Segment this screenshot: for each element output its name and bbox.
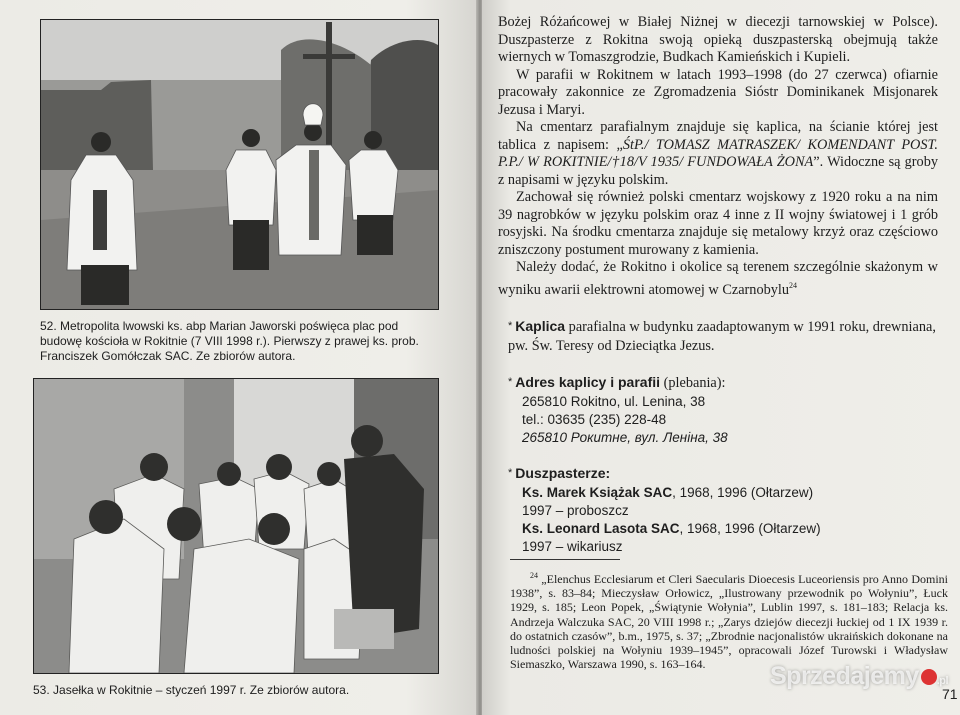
adres-title: Adres kaplicy i parafii: [515, 374, 661, 390]
watermark-logo: [770, 662, 948, 691]
page-number: 71: [942, 686, 958, 702]
adres-line-3: 265810 Рокитне, вул. Леніна, 38: [522, 430, 728, 445]
photo-caption-53: 53. Jasełka w Rokitnie – styczeń 1997 r. Ze zbiorów autora.: [33, 683, 350, 697]
paragraph-continued: Bożej Różańcowej w Białej Niżnej w diecezji tarnowskiej w Polsce). Duszpasterze z Rokitna swoją opieką duszpasterską obejmują także wiernych w Tomaszgrodzie, Budkach Kamieńskich i Kupieli.: [498, 14, 938, 65]
watermark-dot-icon: [921, 669, 937, 685]
paragraph-sisters: W parafii w Rokitnem w latach 1993–1998 (do 27 czerwca) ofiarnie pracowały zakonnice ze Zgromadzenia Sióstr Dominikanek Misjonarek Jezusa i Maryi.: [498, 66, 938, 118]
footnote-24: [510, 569, 948, 671]
adres-section: [508, 373, 938, 447]
priest-1-name: Ks. Marek Książak SAC: [522, 485, 673, 500]
kaplica-title: Kaplica: [515, 318, 566, 334]
paragraph-cemetery: Zachował się również polski cmentarz wojskowy z 1920 roku a na nim 39 nagrobków w języku polskim oraz 4 inne z II wojny światowej i 1 grób rosyjski. Na środku cmentarza znajduje się metalowy krzyż oraz częściowo zniszczony postument murowany z kamienia.: [498, 189, 938, 258]
main-text: [498, 14, 938, 299]
nativity-photo-icon: [34, 379, 438, 673]
watermark-suffix: .pl: [936, 675, 949, 687]
chernobyl-text: Należy dodać, że Rokitno i okolice są terenem szczególnie skażonym w wyniku awarii elektrowni atomowej w Czarnobylu: [498, 259, 938, 298]
adres-line-2: tel.: 03635 (235) 228-48: [522, 412, 667, 427]
photo-caption-52: 52. Metropolita lwowski ks. abp Marian Jaworski poświęca plac pod budowę kościoła w Rokitnie (7 VIII 1998 r.). Pierwszy z prawej ks. prob. Franciszek Gomółczak SAC. Ze zbiorów autora.: [40, 319, 419, 363]
priest-1-info: , 1968, 1996 (Ołtarzew): [672, 485, 814, 500]
priest-2-role: 1997 – wikariusz: [522, 539, 623, 554]
paragraph-chapel: [498, 119, 938, 189]
duszpasterze-title: Duszpasterze:: [515, 465, 611, 481]
procession-photo-icon: [41, 20, 438, 309]
plaque-inscription: ŚtP./ TOMASZ MATRASZEK/ KOMENDANT POST. P.P./ W ROKITNIE/†18/V 1935/ FUNDOWAŁA ŻONA: [498, 136, 938, 170]
watermark-text: Sprzedajemy: [770, 662, 919, 690]
adres-suffix: (plebania):: [663, 375, 726, 391]
priest-2-info: , 1968, 1996 (Ołtarzew): [679, 521, 821, 536]
kaplica-section: [508, 317, 938, 355]
footnote-number: 24: [530, 571, 538, 580]
kaplica-text: parafialna w budynku zaadaptowanym w 1991 roku, drewniana, pw. Św. Teresy od Dzieciątka Jezus.: [508, 319, 936, 354]
bullet-star-icon: *: [508, 376, 513, 388]
photo-nativity-play: [33, 378, 439, 674]
footnote-ref-24: 24: [789, 280, 798, 290]
duszpasterze-section: [508, 464, 938, 556]
chapel-text-after: ”. Widoczne są groby z napisami w języku polskim.: [498, 154, 938, 188]
photo-procession: [40, 19, 439, 310]
footnote-divider: [510, 559, 620, 560]
bullet-star-icon: *: [508, 467, 513, 479]
chapel-text-before: Na cmentarz parafialnym znajduje się kaplica, na ścianie której jest tablica z napisem: „: [498, 119, 938, 153]
left-page: [0, 0, 478, 715]
adres-line-1: 265810 Rokitno, ul. Lenina, 38: [522, 394, 706, 409]
paragraph-chernobyl: [498, 259, 938, 299]
priest-2-name: Ks. Leonard Lasota SAC: [522, 521, 680, 536]
bullet-star-icon: *: [508, 320, 513, 332]
footnote-text: „Elenchus Ecclesiarum et Cleri Saecularis Dioecesis Luceoriensis pro Anno Domini 1938”, s. 83–84; Mieczysław Orłowicz, „Ilustrowany przewodnik po Wołyniu”, Łuck 1929, s. 185; Leon Popek, „Świątynie Wołynia”, Lublin 1997, s. 181–183; Relacja ks. Andrzeja Walczuka SAC, 20 VIII 1998 r.; „Zarys dziejów diecezji łuckiej od 1 IX 1939 r. do ostatnich czasów”, b.m., 1975, s. 37; „Zbrodnie nacjonalistów ukraińskich dokonane na ludności polskiej na Wołyniu 1939–1945”, opracowali Józef Turowski i Władysław Siemaszko, Warszawa 1990, s. 163–164.: [510, 572, 948, 672]
priest-1-role: 1997 – proboszcz: [522, 503, 629, 518]
